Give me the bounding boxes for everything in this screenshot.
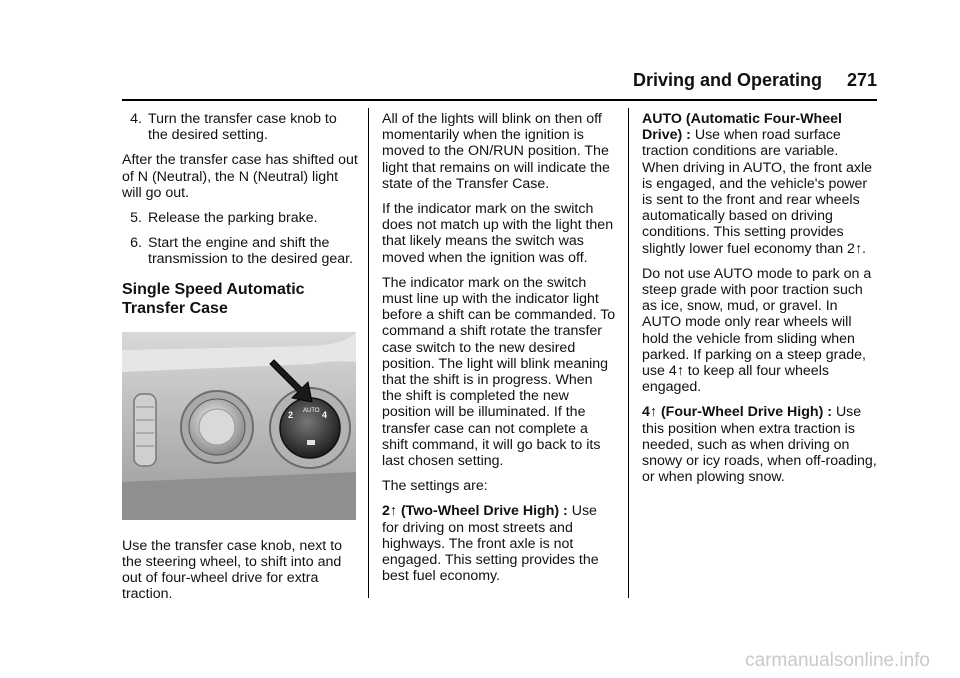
column-divider-2 (628, 108, 629, 598)
watermark: carmanualsonline.info (745, 650, 930, 671)
step-4-note: After the transfer case has shifted out of N (Neutral), the N (Neutral) light will go out. (122, 152, 358, 201)
step-number: 6. (130, 235, 142, 252)
step-6 (122, 235, 358, 267)
section-heading: Driving and Operating (633, 70, 823, 90)
knob-illustration (122, 332, 356, 520)
column-right (642, 111, 878, 494)
setting-text: Use this position when extra traction is needed, such as when driving on snowy or icy roads, when off-roading, or when plowing snow. (642, 404, 877, 486)
section-title: Single Speed Automatic Transfer Case (122, 280, 305, 317)
setting-4wd (642, 404, 878, 485)
drive-arrow-icon: ↑ (854, 240, 863, 257)
knob-label-auto: AUTO (303, 407, 320, 414)
drive-arrow-icon: ↑ (649, 404, 657, 421)
step-text: Release the parking brake. (148, 210, 318, 227)
drive-arrow-icon: ↑ (389, 503, 397, 520)
transfer-case-knob-photo (122, 332, 356, 520)
knob-label-2: 2 (288, 409, 294, 420)
setting-term: AUTO (Automatic Four-Wheel Drive) : (642, 111, 842, 144)
page-number: 271 (846, 70, 877, 90)
step-5 (122, 210, 358, 226)
setting-2wd (382, 503, 616, 584)
setting-number: 4 (642, 404, 650, 421)
knob-label-4: 4 (322, 409, 328, 420)
paragraph (642, 266, 878, 396)
paragraph: The indicator mark on the switch must line up with the indicator light before a shift can be commanded. To command a shift rotate the transfer case switch to the new desired position. The light will blink meaning that the shift is in progress. When the shift is completed the new position will be illuminated. If the transfer case can not complete a shift command, it will go back to its last chosen setting. (382, 274, 616, 470)
paragraph: The settings are: (382, 478, 488, 495)
paragraph-text: Do not use AUTO mode to park on a steep grade with poor traction such as ice, snow, mud, or gravel. In AUTO mode only rear wheels will hold the vehicle from sliding when parked. If parking on a steep grade, use 4 (642, 265, 872, 380)
setting-auto (642, 111, 878, 257)
setting-text: Use for driving on most streets and highways. The front axle is not engaged. This setting provides the best fuel economy. (382, 503, 599, 585)
step-text: Start the engine and shift the transmission to the desired gear. (148, 235, 354, 268)
step-number: 4. (130, 111, 142, 127)
column-divider-1 (368, 108, 369, 598)
setting-term: (Two-Wheel Drive High) : (400, 503, 568, 520)
paragraph: All of the lights will blink on then off momentarily when the ignition is moved to the ON/RUN position. The light that remains on will indicate the state of the Transfer Case. (382, 111, 610, 192)
step-number: 5. (130, 210, 142, 227)
figure-caption: Use the transfer case knob, next to the steering wheel, to shift into and out of four-wheel drive for extra traction. (122, 537, 343, 603)
page-header (633, 70, 877, 100)
setting-text-end: . (862, 240, 866, 257)
step-text: Turn the transfer case knob to the desired setting. (148, 111, 337, 144)
column-left (122, 111, 358, 611)
paragraph: If the indicator mark on the switch does not match up with the light then that likely means the switch was moved when the ignition was off. (382, 201, 614, 266)
header-rule (122, 99, 877, 101)
column-middle (382, 111, 616, 593)
setting-text: Use when road surface traction conditions are variable. When driving in AUTO, the front axle is engaged, and the vehicle's power is sent to the front and rear wheels automatically based on driving conditions. This setting provides slightly lower fuel economy than 2 (642, 127, 872, 257)
drive-arrow-icon: ↑ (676, 363, 684, 380)
paragraph-text: to keep all four wheels engaged. (642, 363, 829, 396)
step-4 (122, 111, 358, 143)
setting-term: (Four-Wheel Drive High) : (660, 404, 832, 421)
setting-number: 2 (382, 503, 390, 520)
